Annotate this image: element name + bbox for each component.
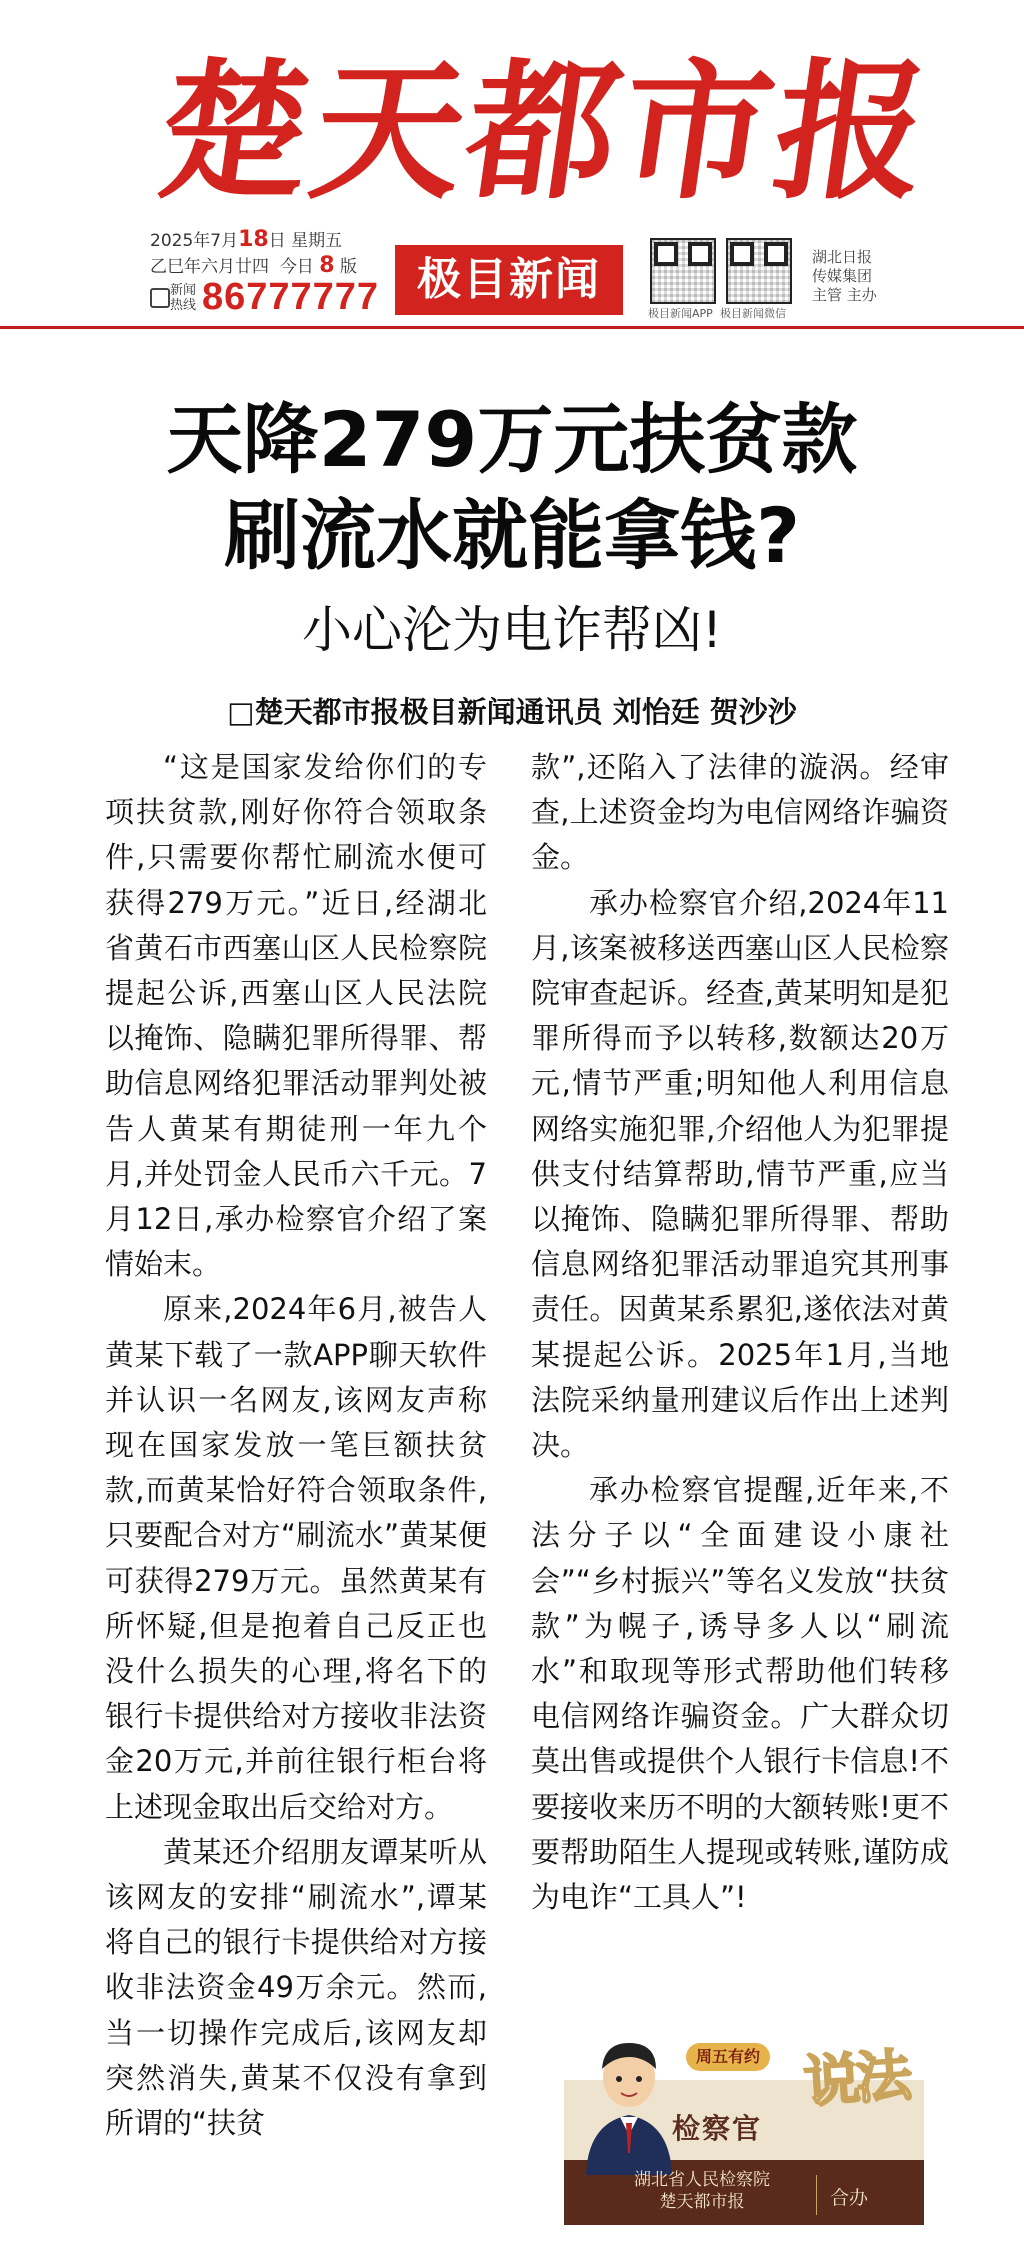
paragraph: 款”,还陷入了法律的漩涡。经审查,上述资金均为电信网络诈骗资金。 [531, 750, 949, 875]
weekday: 日 星期五 [268, 231, 343, 251]
qr-caption-app: 极目新闻APP [648, 307, 713, 320]
organizer-line: 楚天都市报 [659, 2192, 745, 2212]
headline-line-2: 刷流水就能拿钱? [223, 491, 801, 580]
qr-code-wechat-icon [726, 238, 792, 304]
qr-code-app-icon [650, 238, 716, 304]
column-banner [564, 2035, 924, 2225]
pages-prefix: 今日 [279, 257, 314, 277]
lunar-date-and-pages [150, 252, 357, 278]
qr-caption-wechat: 极目新闻微信 [720, 307, 786, 320]
paragraph: 原来,2024年6月,被告人黄某下载了一款APP聊天软件并认识一名网友,该网友声称现在国家发放一笔巨额扶贫款,而黄某恰好符合领取条件,只要配合对方“刷流水”黄某便可获得279万元。虽然黄某有所怀疑,但是抱着自己反正也没什么损失的心理,将名下的银行卡提供给对方接收非法资金20万元,并前往银行柜台将上述现金取出后交给对方。 [105, 1292, 487, 1824]
organizer-line: 湖北省人民检察院 [634, 2170, 770, 2190]
phone-icon [150, 288, 170, 308]
publisher-info [812, 248, 877, 305]
publisher-line: 主管 主办 [812, 286, 877, 304]
byline: □楚天都市报极目新闻通讯员 刘怡廷 贺沙沙 [227, 695, 797, 729]
publisher-line: 传媒集团 [812, 267, 873, 285]
banner-separator [816, 2175, 817, 2215]
co-organizers [634, 2169, 770, 2213]
pages-suffix: 版 [339, 257, 357, 277]
subheadline: 小心沦为电诈帮凶! [301, 601, 723, 659]
page-count: 8 [319, 253, 335, 278]
paragraph: 承办检察官介绍,2024年11月,该案被移送西塞山区人民检察院审查起诉。经查,黄某明知是犯罪所得而予以转移,数额达20万元,情节严重;明知他人利用信息网络实施犯罪,介绍他人为犯罪提供支付结算帮助,情节严重,应当以掩饰、隐瞒犯罪所得罪、帮助信息网络犯罪活动罪追究其刑事责任。因黄某系累犯,遂依法对黄某提起公诉。2025年1月,当地法院采纳量刑建议后作出上述判决。 [531, 885, 949, 1463]
article-column-2 [531, 745, 949, 1920]
cohost-label: 合办 [830, 2187, 869, 2209]
prosecutor-avatar-icon [574, 2035, 684, 2175]
column-slogan: 说法 [801, 2043, 911, 2116]
newspaper-masthead: 楚天都市报 [147, 44, 943, 220]
jimu-news-brand: 极目新闻 [395, 245, 623, 315]
hotline-label: 新闻 热线 [170, 283, 197, 313]
date-line: 2025年7月 [150, 231, 239, 251]
column-title: 检察官 [672, 2112, 763, 2145]
masthead-divider [0, 326, 1024, 329]
headline-line-1: 天降279万元扶贫款 [166, 395, 858, 484]
hotline-number: 86777777 [202, 276, 380, 318]
publisher-line: 湖北日报 [812, 248, 873, 266]
issue-date [150, 226, 342, 252]
paragraph: 承办检察官提醒,近年来,不法分子以“全面建设小康社会”“乡村振兴”等名义发放“扶贫款”为幌子,诱导多人以“刷流水”和取现等形式帮助他们转移电信网络诈骗资金。广大群众切莫出售或提供个人银行卡信息!不要接收来历不明的大额转账!更不要帮助陌生人提现或转账,谨防成为电诈“工具人”! [531, 1473, 949, 1915]
lunar-date: 乙巳年六月廿四 [150, 257, 269, 277]
article-column-1 [105, 745, 487, 2146]
paragraph: 黄某还介绍朋友谭某听从该网友的安排“刷流水”,谭某将自己的银行卡提供给对方接收非法资金49万余元。然而,当一切操作完成后,该网友却突然消失,黄某不仅没有拿到所谓的“扶贫 [105, 1834, 487, 2141]
column-schedule-badge: 周五有约 [686, 2043, 770, 2071]
date-day: 18 [238, 227, 269, 252]
paragraph: “这是国家发给你们的专项扶贫款,刚好你符合领取条件,只需要你帮忙刷流水便可获得279万元。”近日,经湖北省黄石市西塞山区人民检察院提起公诉,西塞山区人民法院以掩饰、隐瞒犯罪所得罪、帮助信息网络犯罪活动罪判处被告人黄某有期徒刑一年九个月,并处罚金人民币六千元。7月12日,承办检察官介绍了案情始末。 [105, 750, 487, 1282]
